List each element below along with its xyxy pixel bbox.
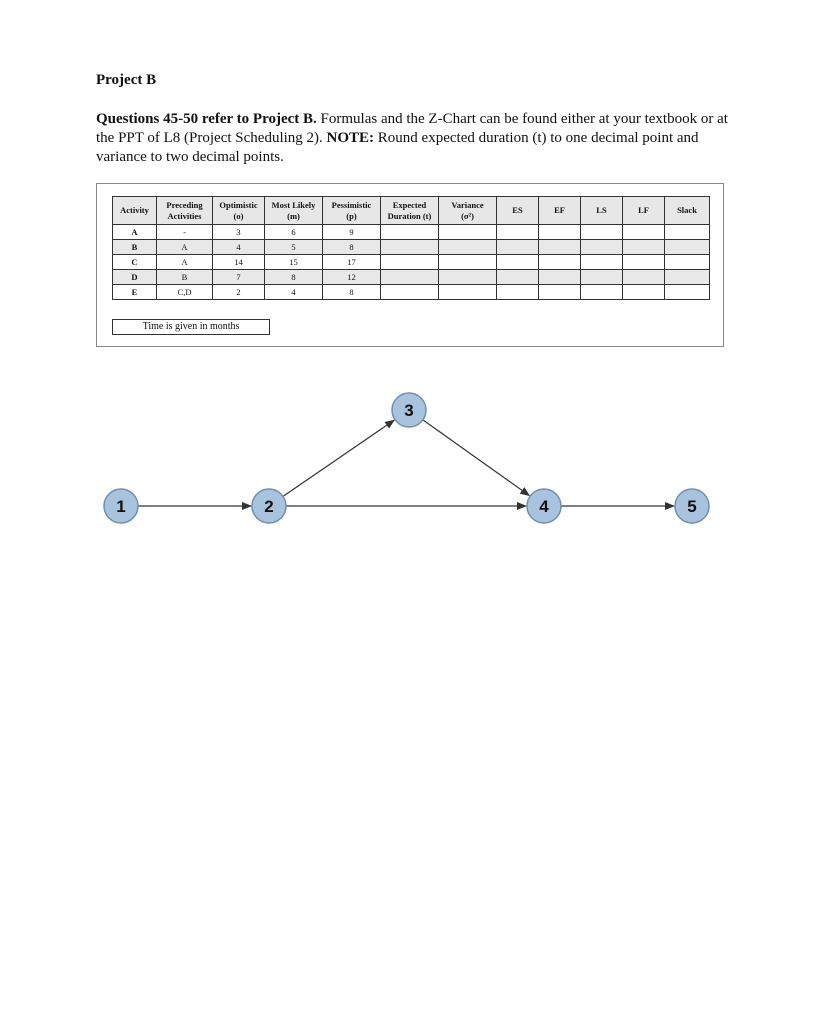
header-line1: Expected	[392, 199, 427, 210]
cell-ef-blank[interactable]	[539, 225, 581, 240]
cell-lf-blank[interactable]	[623, 270, 665, 285]
header-line1: ES	[512, 205, 523, 215]
activity-table	[112, 196, 710, 300]
cell-expected-blank[interactable]	[381, 240, 439, 255]
intro-note-label: NOTE:	[326, 130, 375, 146]
header-line1: Optimistic	[219, 199, 258, 210]
network-nodes	[104, 393, 709, 523]
header-cell	[581, 197, 623, 225]
header-line2: Activities	[167, 210, 202, 221]
cell-o: 4	[213, 240, 265, 255]
time-note: Time is given in months	[112, 319, 270, 335]
intro-note-text: Round expected duration (t) to one decimal point and variance to two decimal points.	[96, 130, 699, 165]
node-1	[104, 489, 138, 523]
cell-ls-blank[interactable]	[581, 240, 623, 255]
cell-m: 15	[265, 255, 323, 270]
node-4	[527, 489, 561, 523]
header-line1: LS	[596, 205, 607, 215]
cell-preceding: A	[157, 255, 213, 270]
header-cell	[497, 197, 539, 225]
cell-ef-blank[interactable]	[539, 285, 581, 300]
node-label: 1	[116, 497, 126, 516]
table-row	[113, 240, 710, 255]
cell-p: 8	[323, 285, 381, 300]
header-line1: Activity	[120, 205, 149, 215]
cell-activity: C	[113, 255, 157, 270]
table-header-row	[113, 197, 710, 225]
header-cell	[213, 197, 265, 225]
node-label: 4	[539, 497, 549, 516]
page-heading: Project B	[96, 72, 157, 88]
edge-3-4	[423, 420, 529, 496]
cell-ls-blank[interactable]	[581, 270, 623, 285]
cell-ls-blank[interactable]	[581, 225, 623, 240]
cell-variance-blank[interactable]	[439, 285, 497, 300]
node-label: 5	[687, 497, 697, 516]
header-line2: Duration (t)	[387, 210, 432, 221]
cell-preceding: A	[157, 240, 213, 255]
header-line1: EF	[554, 205, 565, 215]
cell-variance-blank[interactable]	[439, 270, 497, 285]
header-line1: LF	[638, 205, 649, 215]
intro-paragraph	[96, 110, 736, 167]
header-line2: (m)	[287, 210, 300, 221]
cell-p: 9	[323, 225, 381, 240]
header-line1: Slack	[677, 205, 697, 215]
header-line1: Pessimistic	[331, 199, 372, 210]
table-body	[113, 225, 710, 300]
header-line2: (o)	[233, 210, 244, 221]
node-label: 3	[404, 401, 414, 420]
intro-lead: Questions 45-50 refer to Project B.	[96, 111, 317, 127]
cell-variance-blank[interactable]	[439, 255, 497, 270]
cell-slack-blank[interactable]	[665, 255, 710, 270]
cell-p: 8	[323, 240, 381, 255]
cell-activity: A	[113, 225, 157, 240]
header-cell	[623, 197, 665, 225]
header-line2: (p)	[346, 210, 357, 221]
table-row	[113, 255, 710, 270]
network-edges	[138, 420, 674, 506]
cell-m: 6	[265, 225, 323, 240]
cell-ls-blank[interactable]	[581, 255, 623, 270]
header-line1: Variance	[451, 199, 484, 210]
cell-p: 17	[323, 255, 381, 270]
cell-m: 4	[265, 285, 323, 300]
cell-activity: B	[113, 240, 157, 255]
cell-lf-blank[interactable]	[623, 285, 665, 300]
cell-lf-blank[interactable]	[623, 240, 665, 255]
header-cell	[265, 197, 323, 225]
header-cell	[539, 197, 581, 225]
cell-ls-blank[interactable]	[581, 285, 623, 300]
node-3	[392, 393, 426, 427]
cell-preceding: B	[157, 270, 213, 285]
cell-o: 2	[213, 285, 265, 300]
cell-expected-blank[interactable]	[381, 225, 439, 240]
cell-expected-blank[interactable]	[381, 285, 439, 300]
cell-variance-blank[interactable]	[439, 225, 497, 240]
cell-lf-blank[interactable]	[623, 255, 665, 270]
cell-activity: D	[113, 270, 157, 285]
header-line1: Most Likely	[271, 199, 316, 210]
cell-m: 8	[265, 270, 323, 285]
cell-ef-blank[interactable]	[539, 255, 581, 270]
cell-lf-blank[interactable]	[623, 225, 665, 240]
table-row	[113, 285, 710, 300]
cell-ef-blank[interactable]	[539, 270, 581, 285]
cell-preceding: -	[157, 225, 213, 240]
header-cell	[323, 197, 381, 225]
cell-es-blank[interactable]	[497, 225, 539, 240]
edge-2-3	[283, 420, 394, 496]
header-line1: Preceding	[166, 199, 203, 210]
cell-o: 14	[213, 255, 265, 270]
cell-o: 7	[213, 270, 265, 285]
header-cell	[665, 197, 710, 225]
node-5	[675, 489, 709, 523]
node-label: 2	[264, 497, 274, 516]
cell-es-blank[interactable]	[497, 240, 539, 255]
cell-expected-blank[interactable]	[381, 255, 439, 270]
table-row	[113, 225, 710, 240]
cell-slack-blank[interactable]	[665, 225, 710, 240]
cell-expected-blank[interactable]	[381, 270, 439, 285]
cell-es-blank[interactable]	[497, 285, 539, 300]
header-cell	[113, 197, 157, 225]
cell-activity: E	[113, 285, 157, 300]
cell-slack-blank[interactable]	[665, 240, 710, 255]
header-cell	[439, 197, 497, 225]
cell-ef-blank[interactable]	[539, 240, 581, 255]
header-cell	[157, 197, 213, 225]
cell-m: 5	[265, 240, 323, 255]
cell-es-blank[interactable]	[497, 255, 539, 270]
network-diagram	[0, 380, 822, 540]
node-2	[252, 489, 286, 523]
cell-variance-blank[interactable]	[439, 240, 497, 255]
cell-o: 3	[213, 225, 265, 240]
header-cell	[381, 197, 439, 225]
cell-slack-blank[interactable]	[665, 285, 710, 300]
cell-es-blank[interactable]	[497, 270, 539, 285]
cell-p: 12	[323, 270, 381, 285]
intro-body: Formulas and the Z-Chart can be found either at your textbook or at the PPT of L8 (Project Scheduling 2).	[96, 111, 728, 146]
cell-preceding: C,D	[157, 285, 213, 300]
table-row	[113, 270, 710, 285]
cell-slack-blank[interactable]	[665, 270, 710, 285]
header-line2: (σ²)	[461, 210, 474, 221]
